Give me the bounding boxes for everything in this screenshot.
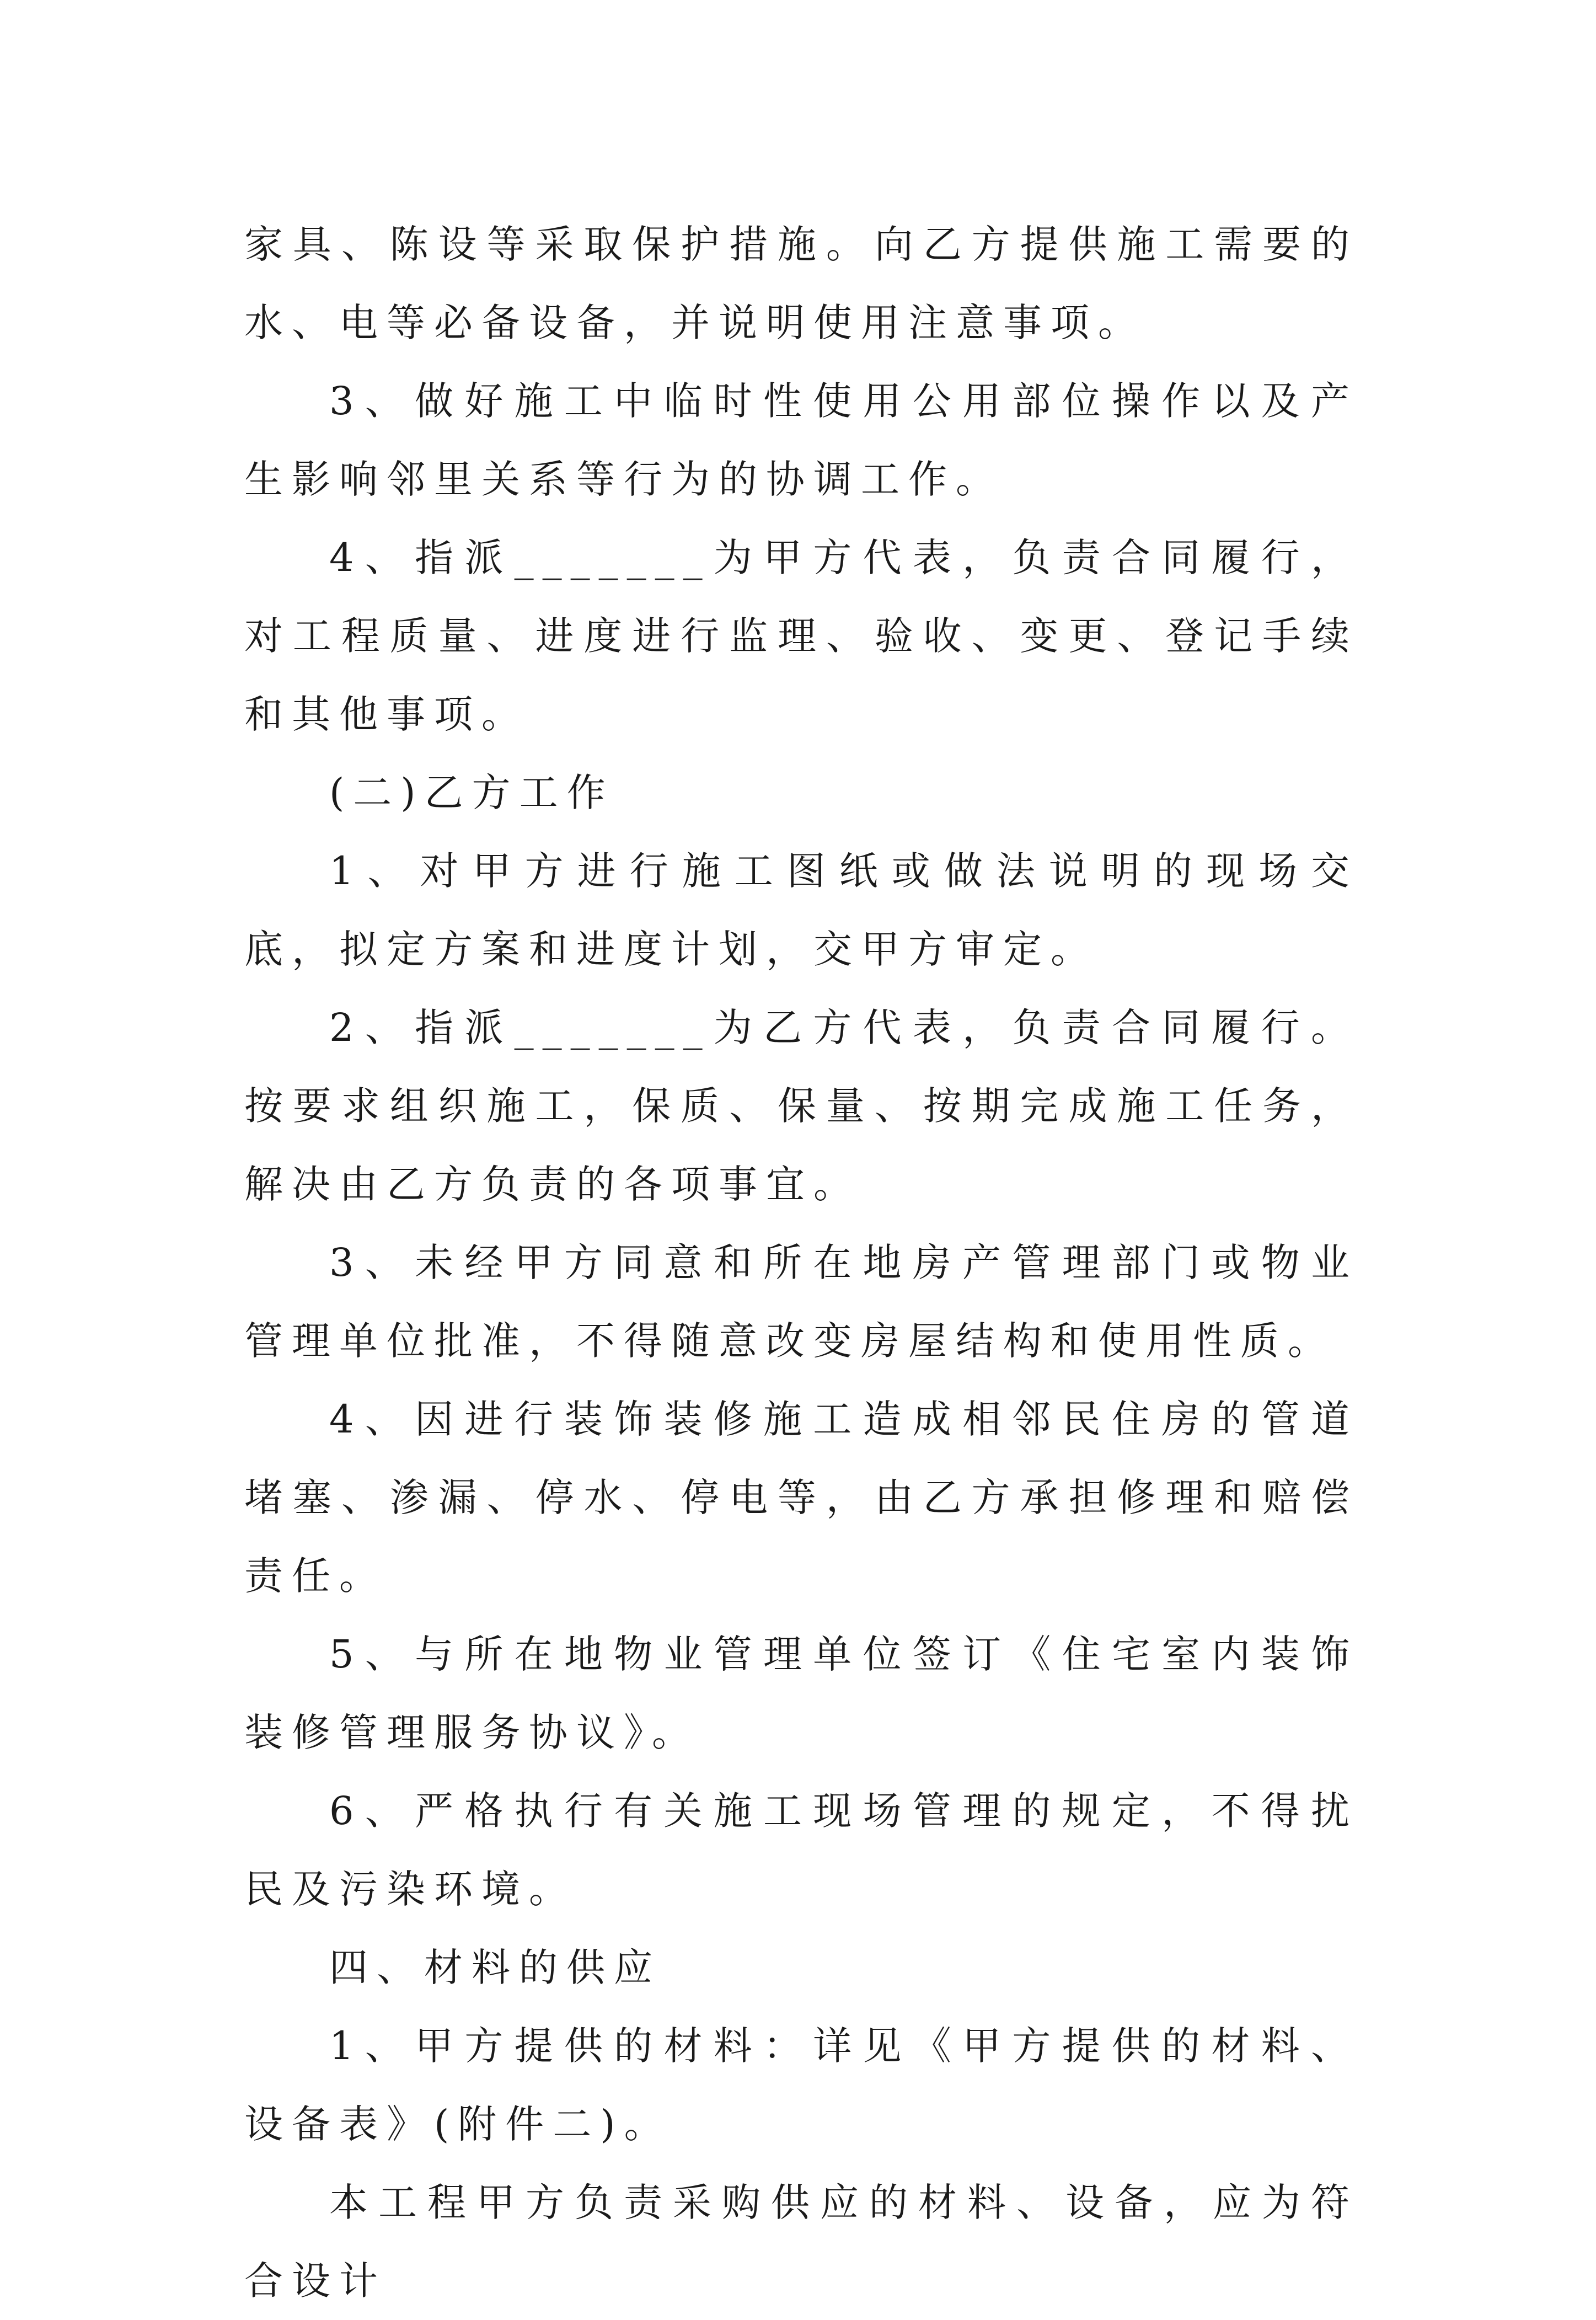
paragraph-item-5-agreement: 5、与所在地物业管理单位签订《住宅室内装饰装修管理服务协议》。 xyxy=(244,1632,1358,1755)
paragraph-item-3-coordination: 3、做好施工中临时性使用公用部位操作以及产生影响邻里关系等行为的协调工作。 xyxy=(244,378,1358,502)
paragraph-item-4-party-a-representative: 4、指派_______为甲方代表，负责合同履行，对工程质量、进度进行监理、验收、变更、登记手续和其他事项。 xyxy=(244,535,1358,737)
paragraph-continuation: 家具、陈设等采取保护措施。向乙方提供施工需要的水、电等必备设备，并说明使用注意事项。 xyxy=(244,222,1358,345)
paragraph-procurement: 本工程甲方负责采购供应的材料、设备，应为符合设计 xyxy=(244,2180,1358,2303)
paragraph-item-1-briefing: 1、对甲方进行施工图纸或做法说明的现场交底，拟定方案和进度计划，交甲方审定。 xyxy=(244,848,1358,972)
paragraph-item-3-structure: 3、未经甲方同意和所在地房产管理部门或物业管理单位批准，不得随意改变房屋结构和使用性质。 xyxy=(244,1240,1358,1364)
paragraph-item-6-site-rules: 6、严格执行有关施工现场管理的规定，不得扰民及污染环境。 xyxy=(244,1788,1358,1912)
section-heading-party-b-work: (二)乙方工作 xyxy=(329,770,614,815)
paragraph-item-4-damage-liability: 4、因进行装饰装修施工造成相邻民住房的管道堵塞、渗漏、停水、停电等，由乙方承担修理和赔偿责任。 xyxy=(244,1397,1358,1599)
section-heading-material-supply: 四、材料的供应 xyxy=(329,1945,661,1990)
paragraph-item-1-materials: 1、甲方提供的材料：详见《甲方提供的材料、设备表》(附件二)。 xyxy=(244,2023,1358,2147)
document-body xyxy=(244,205,1358,2320)
paragraph-item-2-party-b-representative: 2、指派_______为乙方代表，负责合同履行。按要求组织施工，保质、保量、按期完成施工任务，解决由乙方负责的各项事宜。 xyxy=(244,1005,1358,1207)
